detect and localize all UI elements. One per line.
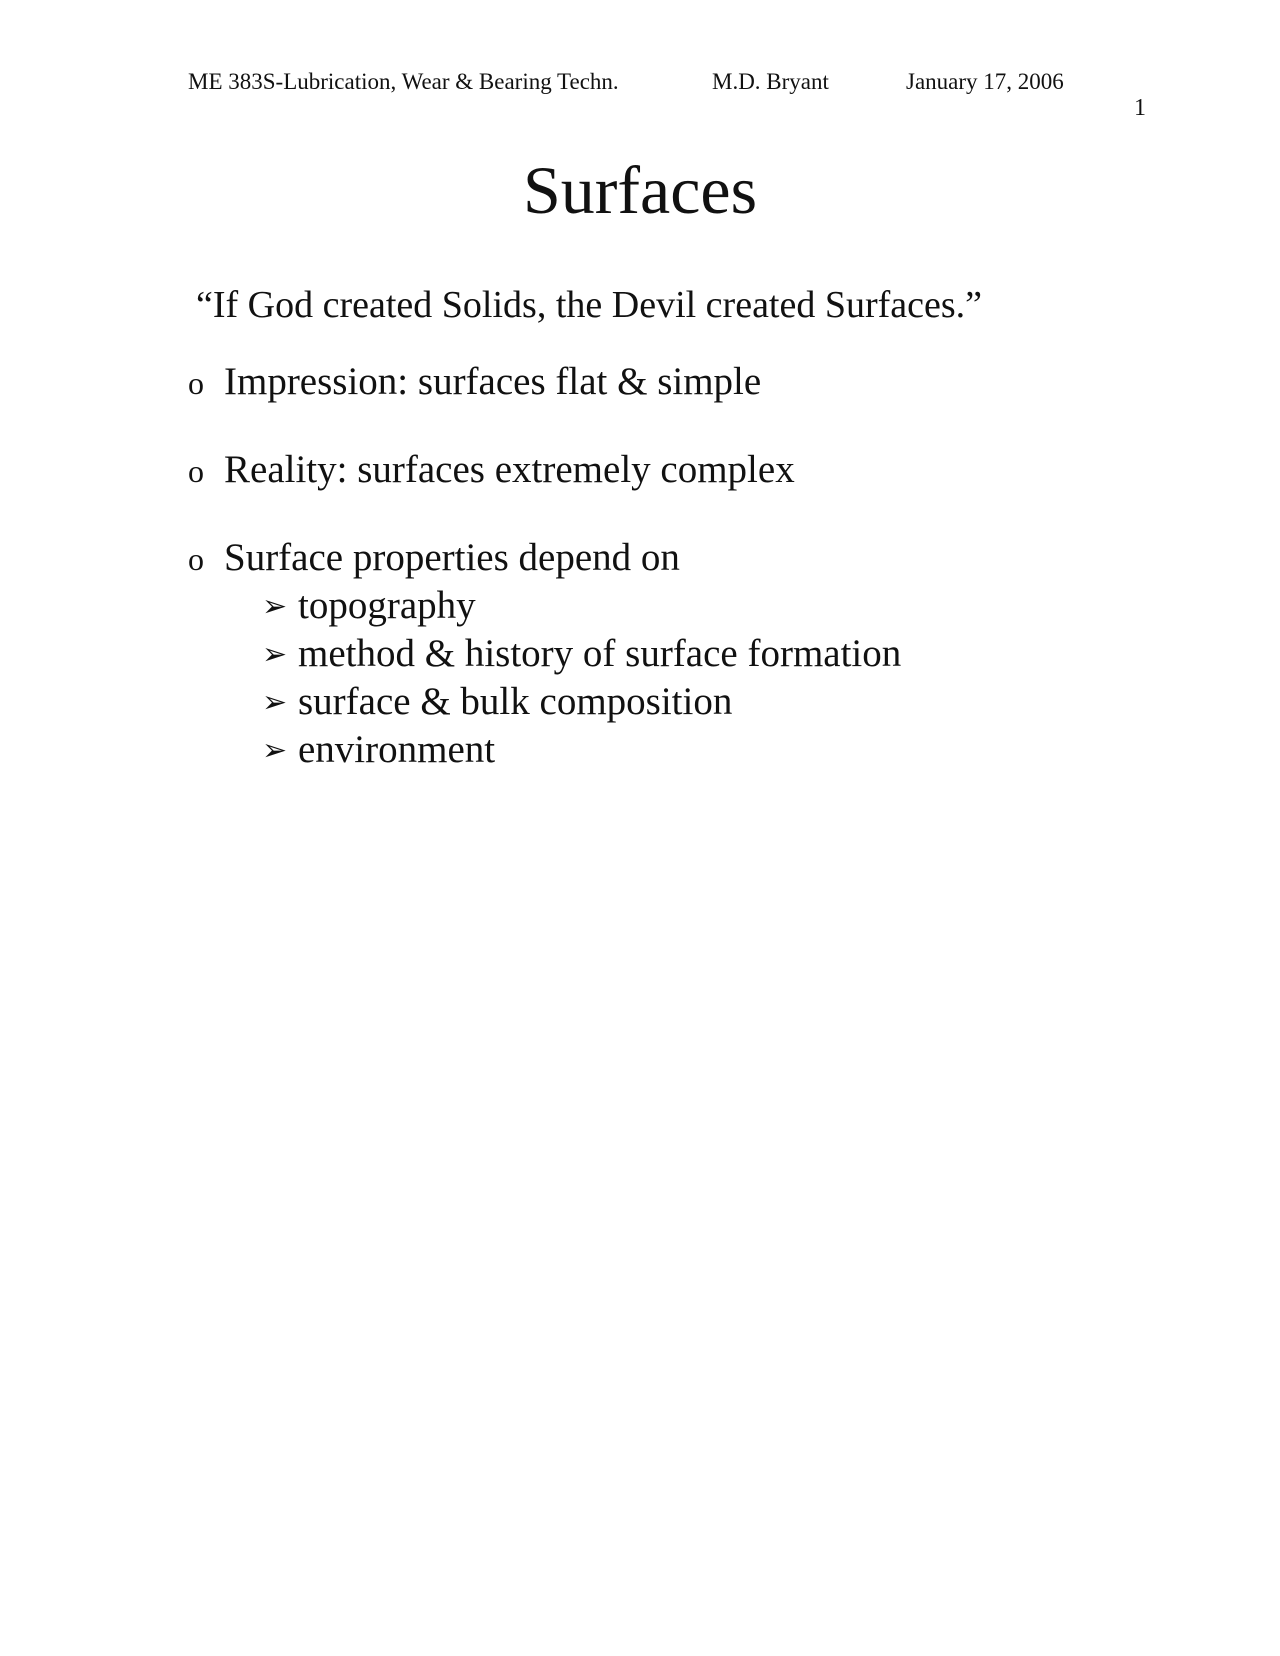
sub-bullet-item: [262, 730, 495, 769]
bullet-item: [188, 450, 795, 489]
header-course: ME 383S-Lubrication, Wear & Bearing Techn.: [188, 69, 619, 94]
header-author: M.D. Bryant: [712, 69, 829, 94]
sub-bullet-item: [262, 634, 901, 673]
header-date: January 17, 2006: [906, 69, 1064, 94]
bullet-text: Surface properties depend on: [224, 536, 680, 579]
bullet-marker-icon: o: [188, 541, 204, 577]
sub-bullet-text: surface & bulk composition: [298, 680, 733, 723]
arrow-bullet-icon: ➢: [262, 637, 288, 672]
page-title: Surfaces: [522, 152, 758, 228]
sub-bullet-text: topography: [298, 584, 476, 627]
bullet-marker-icon: o: [188, 453, 204, 489]
bullet-text: Reality: surfaces extremely complex: [224, 448, 795, 491]
sub-bullet-text: method & history of surface formation: [298, 632, 902, 675]
bullet-text: Impression: surfaces flat & simple: [224, 360, 762, 403]
sub-bullet-item: [262, 586, 476, 625]
arrow-bullet-icon: ➢: [262, 685, 288, 720]
bullet-marker-icon: o: [188, 365, 204, 401]
arrow-bullet-icon: ➢: [262, 733, 288, 768]
quote: “If God created Solids, the Devil created Surfaces.”: [196, 284, 983, 326]
bullet-item: [188, 538, 680, 577]
arrow-bullet-icon: ➢: [262, 589, 288, 624]
bullet-item: [188, 362, 761, 401]
sub-bullet-item: [262, 682, 732, 721]
sub-bullet-text: environment: [298, 728, 496, 771]
page-number: 1: [1134, 95, 1146, 121]
